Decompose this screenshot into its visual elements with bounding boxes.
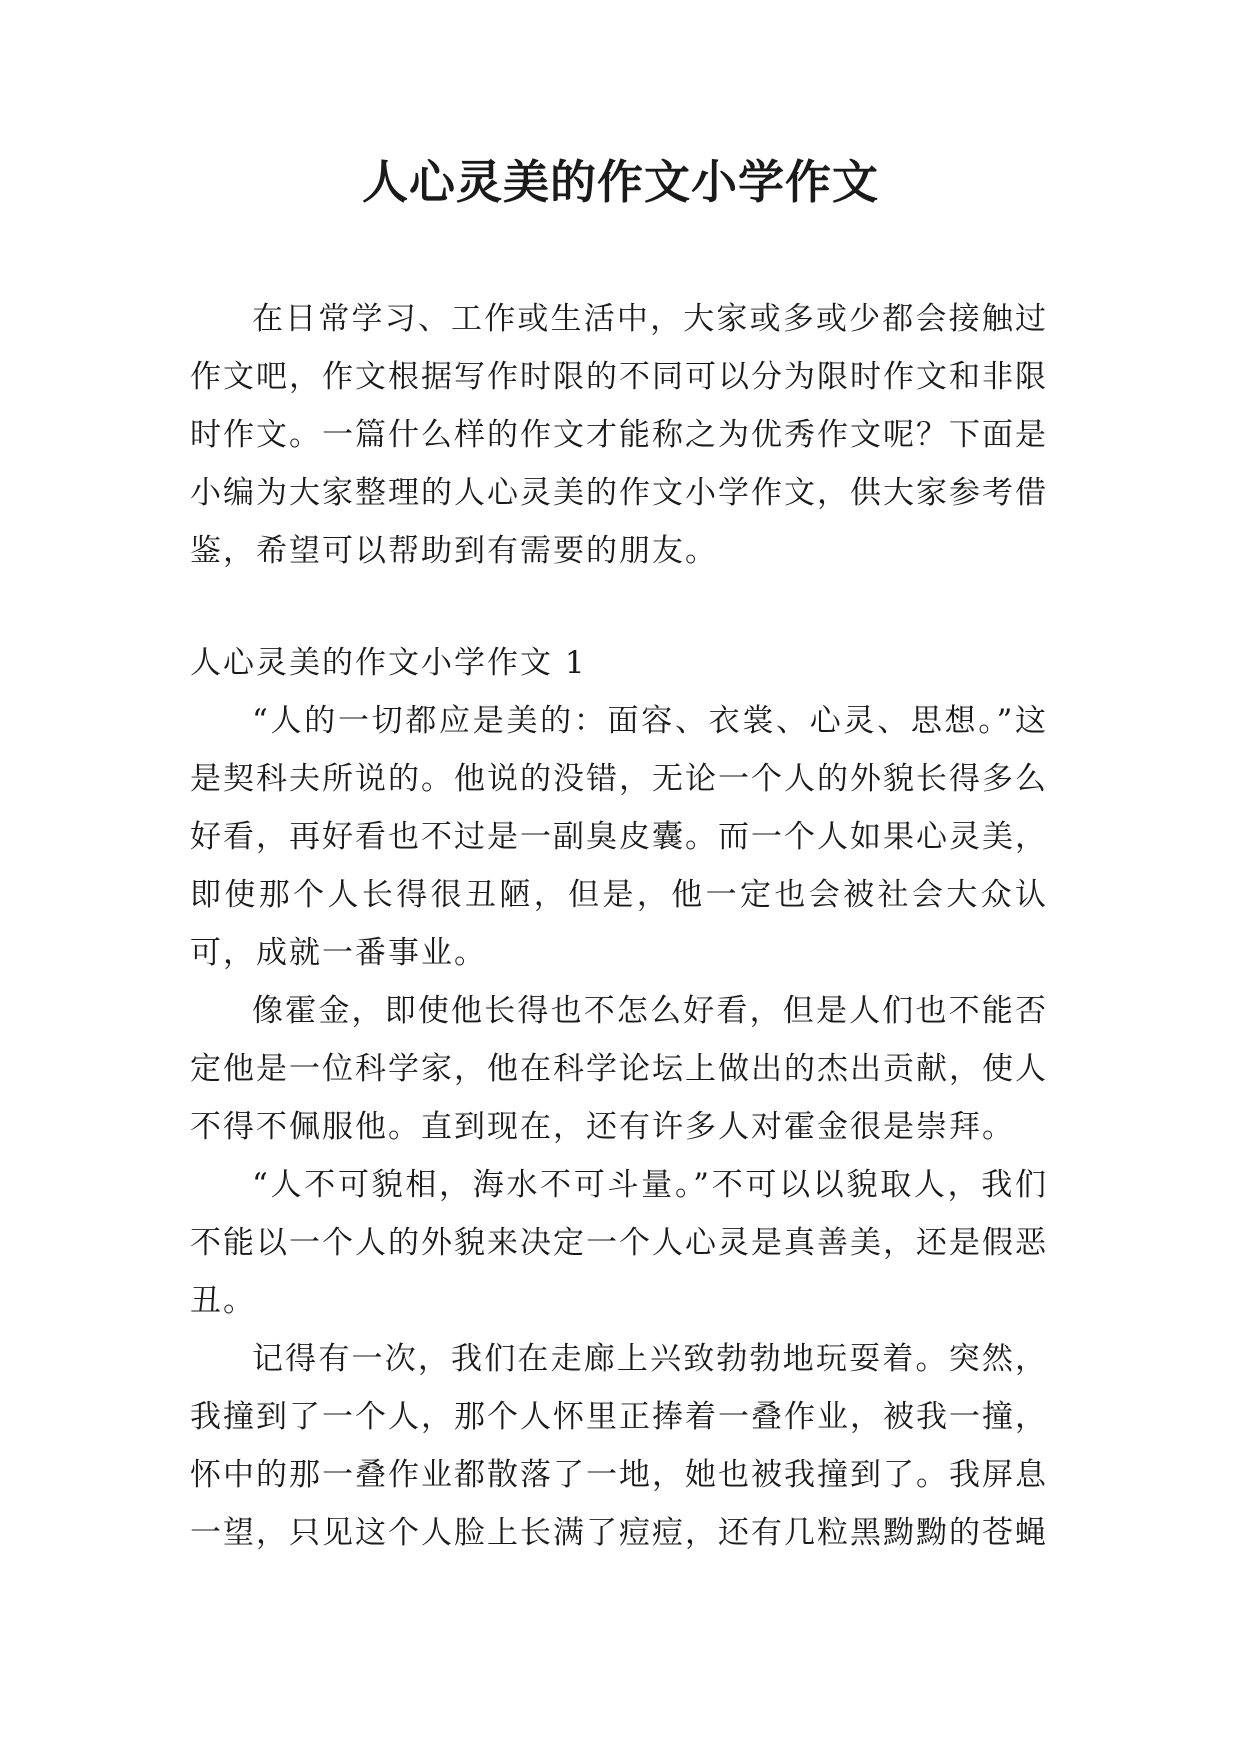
intro-paragraph: 在日常学习、工作或生活中，大家或多或少都会接触过作文吧，作文根据写作时限的不同可以分为限时作文和非限时作文。一篇什么样的作文才能称之为优秀作文呢？下面是小编为大家整理的人心灵美的作文小学作文，供大家参考借鉴，希望可以帮助到有需要的朋友。 bbox=[190, 301, 1048, 569]
body-paragraph: “人的一切都应是美的：面容、衣裳、心灵、思想。”这是契科夫所说的。他说的没错，无论一个人的外貌长得多么好看，再好看也不过是一副臭皮囊。而一个人如果心灵美，即使那个人长得很丑陋，但是，他一定也会被社会大众认可，成就一番事业。 bbox=[190, 703, 1048, 971]
section-heading: 人心灵美的作文小学作文 1 bbox=[190, 645, 587, 681]
body-paragraph: 像霍金，即使他长得也不怎么好看，但是人们也不能否定他是一位科学家，他在科学论坛上做出的杰出贡献，使人不得不佩服他。直到现在，还有许多人对霍金很是崇拜。 bbox=[190, 993, 1048, 1145]
body-paragraph: 记得有一次，我们在走廊上兴致勃勃地玩耍着。突然，我撞到了一个人，那个人怀里正捧着一叠作业，被我一撞，怀中的那一叠作业都散落了一地，她也被我撞到了。我屏息一望，只见这个人脸上长满了痘痘，还有几粒黑黝黝的苍蝇 bbox=[190, 1341, 1048, 1551]
document-body bbox=[190, 290, 1048, 1562]
document-title: 人心灵美的作文小学作文 bbox=[362, 155, 879, 209]
body-paragraph: “人不可貌相，海水不可斗量。”不可以以貌取人，我们不能以一个人的外貌来决定一个人心灵是真善美，还是假恶丑。 bbox=[190, 1167, 1048, 1319]
